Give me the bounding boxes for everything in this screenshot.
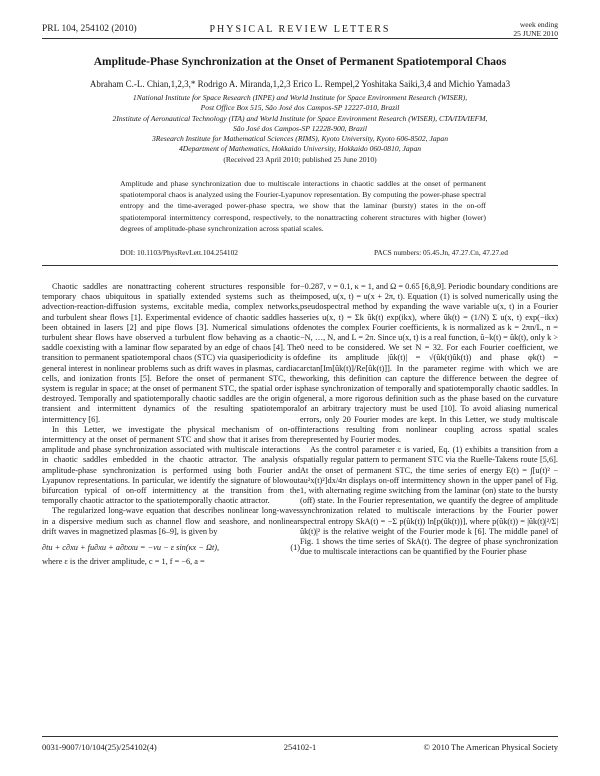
body-paragraph: −0.287, ν = 0.1, κ = 1, and Ω = 0.65 [6,8,9]. Periodic boundary conditions are imposed, u(x, t) = u(x + 2π, t). Equation (1) is solved numerically using the pseudospectral method by expanding the wave variable u(x, t) in a Fourier series u(x, t) = Σk ûk(t) exp(ikx), where ûk(t) = (1/N) Σ u(x, t) exp(−ikx) denotes the complex Fourier coefficients, k is normalized as k = 2πn/L, n = −N, …, N, and L = 2π. Since u(x, t) is a real function, û−k(t) = ûk(t), only k > 0 need to be considered. We set N = 32. For each Fourier coefficient, we define its amplitude |ûk(t)| = √(ûk(t)ûk(t)) and phase φk(t) = arctan[Im[ûk(t)]/Re[ûk(t)]]. In the parameter regime with which we are working, this definition can capture the difference between the degree of phase synchronization of temporally and spatiotemporally chaotic saddles. In general, a more rigorous definition such as the phase based on the curvature of an arbitrary trajectory must be used [10]. To avoid aliasing numerical errors, only 20 Fourier modes are kept. In this Letter, we study multiscale interactions resulting from nonlinear coupling across spatial scales represented by Fourier modes. [300,282,558,445]
received-date: (Received 23 April 2010; published 25 June 2010) [223,154,377,164]
issue-date: 25 JUNE 2010 [513,29,558,38]
footer-rule [42,736,558,737]
affiliation-line: 4Department of Mathematics, Hokkaido University, Hokkaido 060-0810, Japan [178,144,422,154]
author-list: Abraham C.-L. Chian,1,2,3,* Rodrigo A. Miranda,1,2,3 Erico L. Rempel,2 Yoshitaka Saiki,3,4 and Michio Yamada3 [89,79,511,89]
affiliation-line: 3Research Institute for Mathematical Sciences (RIMS), Kyoto University, Kyoto 606-8502, Japan [151,134,449,144]
abstract: Amplitude and phase synchronization due to multiscale interactions in chaotic saddles at the onset of permanent spatiotemporal chaos is analyzed using the Fourier-Lyapunov representation. By computing the power-phase spectral entropy and the time-averaged power-phase spectra, we show that the laminar (bursty) states in the on-off spatiotemporal intermittency correspond, respectively, to the nonattracting coherent structures with higher (lower) degrees of amplitude-phase synchronization across spatial scales. [120,179,486,233]
affiliation-line: Post Office Box 515, São José dos Campos-SP 12227-010, Brazil [200,103,400,113]
page-number: 254102-1 [283,742,317,752]
equation-text: ∂tu + c∂xu + fu∂xu + a∂txxu = −νu − ε sin(κx − Ωt), [42,543,220,553]
left-column [42,282,300,567]
paper-title: Amplitude-Phase Synchronization at the Onset of Permanent Spatiotemporal Chaos [93,56,507,68]
affiliations [30,93,570,165]
equation-number: (1) [290,543,300,553]
footer-code: 0031-9007/10/104(25)/254102(4) [42,742,157,752]
body-paragraph: where ε is the driver amplitude, c = 1, f = −6, a = [42,557,205,567]
journal-name: PHYSICAL REVIEW LETTERS [209,24,391,35]
body-paragraph: In this Letter, we investigate the physical mechanism of on-off intermittency at the onset of permanent STC and show that it arises from the amplitude and phase synchronization associated with multiscale interactions in chaotic saddles embedded in the chaotic attractor. The analysis of amplitude-phase synchronization is performed using both Fourier and Lyapunov representations. In particular, we identify the signature of blowout bifurcation typical of on-off intermittency at the transition from the temporally chaotic attractor to the spatiotemporally chaotic attractor. [42,424,300,506]
abstract-rule [42,265,558,266]
body-paragraph: The regularized long-wave equation that describes nonlinear long-waves in a dispersive medium such as channel flow and seashore, and nonlinear drift waves in magnetized plasmas [6–9], is given by [42,506,300,536]
affiliation-line: São José dos Campos-SP 12228-900, Brazil [232,123,367,133]
body-paragraph: Chaotic saddles are nonattracting coherent structures responsible for temporary chaos ubiquitous in spatially extended systems such as the advection-reaction-diffusion systems, excitable media, complex networks, and turbulent shear flows [1]. Experimental evidence of chaotic saddles has been obtained in lasers [2] and pipe flows [3]. Numerical simulations of turbulent shear flows have observed a turbulent flow behaving as a chaotic saddle coexisting with a laminar flow separated by an edge of chaos [4]. The transition to permanent spatiotemporal chaos (STC) via quasiperiodicity is of general interest in nonlinear problems such as drift waves in plasmas, cardiac cells, and ionization fronts [5]. Before the onset of permanent STC, the system is regular in space; at the onset of permanent STC, the spatial order is destroyed. Temporally and spatiotemporally chaotic saddles are the origin of transient and intermittent dynamics of the resulting spatiotemporal intermittency [6]. [42,282,300,424]
affiliation-line: 1National Institute for Space Research (INPE) and World Institute for Space Environment Research (WISER), [132,93,468,102]
right-column [300,282,558,557]
header-rule [42,38,558,39]
body-paragraph: As the control parameter ε is varied, Eq. (1) exhibits a transition from a spatially regular pattern to permanent STC via the Ruelle-Takens route [5,6]. At the onset of permanent STC, the time series of energy E(t) = ∫[u(t)² − au²x(t)²]dx/4π displays on-off intermittency shown in the upper panel of Fig. 1, with alternating regime switching from the laminar (on) state to the bursty (off) state. In the Fourier representation, we quantify the degree of amplitude synchronization related to multiscale interactions by the Fourier power spectral entropy SkA(t) = −Σ p(ûk(t)) ln[p(ûk(t))], where p(ûk(t)) = |ûk(t)|²/Σ|ûk(t)|² is the relative weight of the Fourier mode k [6]. The middle panel of Fig. 1 shows the time series of SkA(t). The degree of phase synchronization due to multiscale interactions can be quantified by the Fourier phase [300,445,558,557]
copyright: © 2010 The American Physical Society [423,742,558,752]
journal-reference: PRL 104, 254102 (2010) [42,24,137,34]
issue-date-block [513,20,558,38]
equation-1 [42,543,300,553]
affiliation-line: 2Institute of Aeronautical Technology (ITA) and World Institute for Space Environment Research (WISER), CTA/ITA/IEFM, [112,113,488,123]
doi-link[interactable]: DOI: 10.1103/PhysRevLett.104.254102 [120,248,238,257]
pacs-numbers: PACS numbers: 05.45.Jn, 47.27.Cn, 47.27.ed [373,248,508,257]
week-label: week ending [519,20,558,29]
